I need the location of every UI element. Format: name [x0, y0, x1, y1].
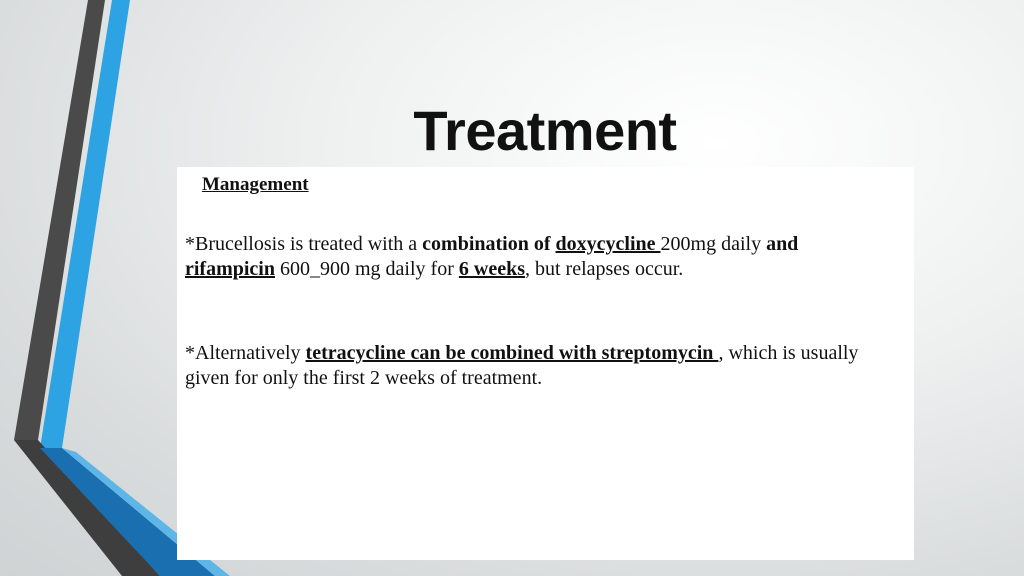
- paragraph-brucellosis: [185, 232, 885, 282]
- text: , but relapses occur.: [524, 258, 684, 280]
- text: *Brucellosis is treated with a: [185, 233, 423, 255]
- slide-title: Treatment: [413, 99, 677, 162]
- section-heading: Management: [202, 174, 309, 195]
- drug-rifampicin: rifampicin: [185, 258, 275, 280]
- text: 200mg daily: [660, 233, 767, 255]
- drug-doxycycline: doxycycline: [555, 233, 661, 255]
- bold-text: and: [766, 233, 799, 255]
- alternative-regimen: tetracycline can be combined with streptomycin: [305, 342, 719, 364]
- text: *Alternatively: [185, 342, 306, 364]
- content-image: [177, 167, 914, 560]
- bold-text: combination of: [422, 233, 556, 255]
- text: 600_900 mg daily for: [275, 258, 459, 280]
- paragraph-alternative: [185, 341, 885, 391]
- duration: 6 weeks: [458, 258, 525, 280]
- text: , which is usually given for only the first 2 weeks of treatment.: [185, 342, 859, 389]
